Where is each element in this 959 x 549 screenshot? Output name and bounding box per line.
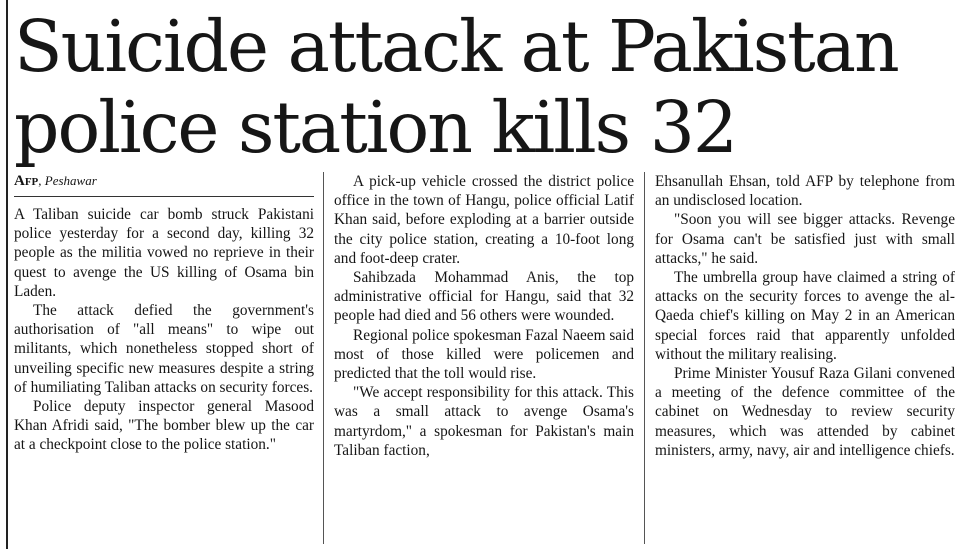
headline-line-1: Suicide attack at Pakistan — [14, 5, 898, 88]
article-column-2 — [334, 172, 634, 460]
byline-agency: Afp — [14, 173, 39, 189]
paragraph: Regional police spokesman Fazal Naeem said most of those killed were policemen and predicted that the toll would rise. — [334, 326, 634, 383]
paragraph: A pick-up vehicle crossed the district police office in the town of Hangu, police official Latif Khan said, before exploding at a barrier outside the city police station, creating a 10-foot long and foot-deep crater. — [334, 173, 634, 267]
left-column-rule — [6, 0, 8, 549]
headline-line-2: police station kills 32 — [14, 86, 737, 169]
paragraph: "We accept responsibility for this attack. This was a small attack to avenge Osama's martyrdom," a spokesman for Pakistan's main Taliban faction, — [334, 384, 634, 459]
paragraph: Prime Minister Yousuf Raza Gilani convened a meeting of the defence committee of the cabinet on Wednesday to review security measures, which was attended by cabinet ministers, army, navy, air and intelligence chiefs. — [655, 365, 955, 459]
paragraph: Police deputy inspector general Masood Khan Afridi said, "The bomber blew up the car at a checkpoint close to the police station." — [14, 398, 314, 454]
column-divider — [644, 172, 645, 544]
paragraph: The umbrella group have claimed a string of attacks on the security forces to avenge the al-Qaeda chief's killing on May 2 in an American special forces raid that apparently unfolded without the military realising. — [655, 269, 955, 363]
headline — [14, 6, 954, 168]
byline — [14, 172, 314, 197]
paragraph: "Soon you will see bigger attacks. Revenge for Osama can't be satisfied just with small attacks," he said. — [655, 211, 955, 267]
article-column-1 — [14, 172, 314, 455]
column-divider — [323, 172, 324, 544]
paragraph: A Taliban suicide car bomb struck Pakistani police yesterday for a second day, killing 32 people as the militia vowed no reprieve in their quest to avenge the US killing of Osama bin Laden. — [14, 206, 314, 300]
paragraph: The attack defied the government's authorisation of "all means" to wipe out militants, which nonetheless stopped short of unveiling specific new measures despite a string of humiliating Taliban attacks on security forces. — [14, 302, 314, 396]
paragraph: Sahibzada Mohammad Anis, the top administrative official for Hangu, said that 32 people had died and 56 others were wounded. — [334, 269, 634, 325]
byline-separator: , — [38, 173, 45, 188]
article-column-3 — [655, 172, 955, 460]
paragraph: Ehsanullah Ehsan, told AFP by telephone from an undisclosed location. — [655, 173, 955, 210]
byline-place: Peshawar — [44, 173, 97, 188]
